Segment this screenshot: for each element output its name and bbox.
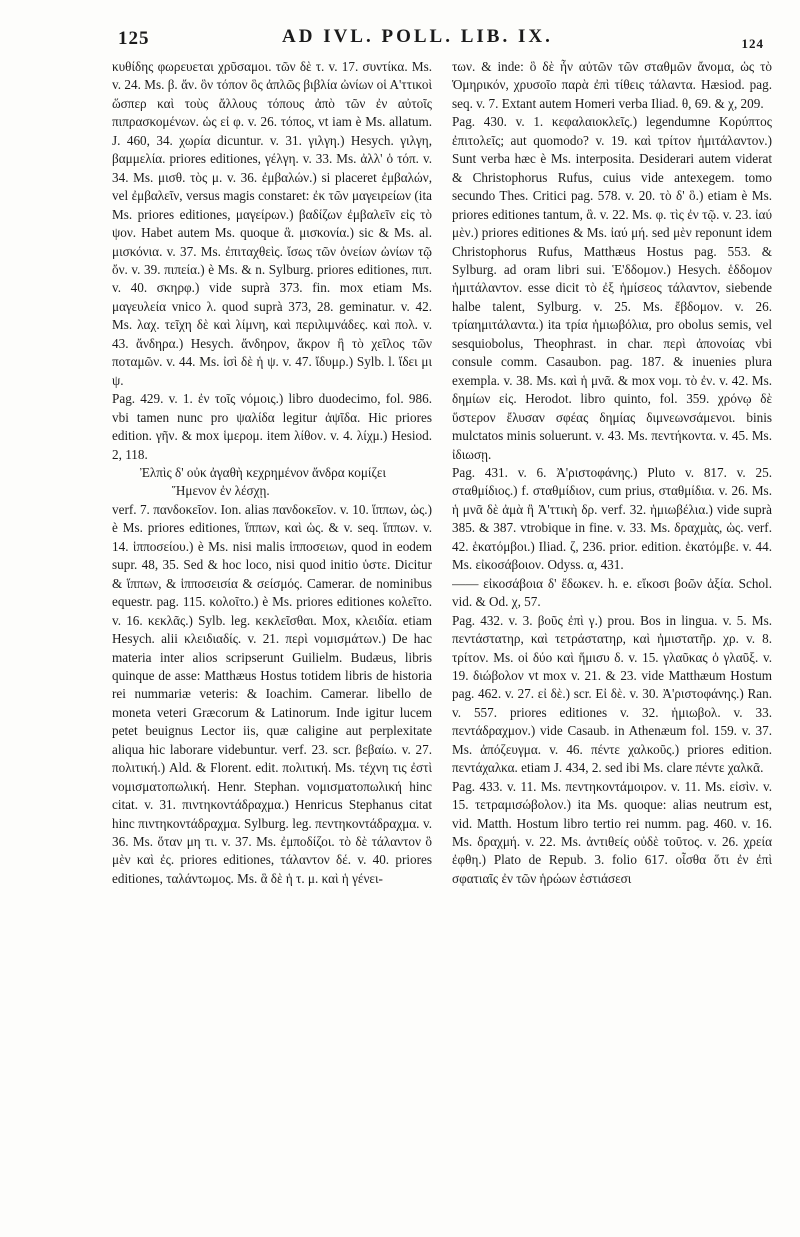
running-head: AD IVL. POLL. LIB. IX. [282,26,553,47]
page-header [112,26,772,52]
left-column [112,58,432,1218]
left-page-number: 125 [118,28,150,49]
verse-line: Ἐλπὶς δ' οὐκ ἀγαθὴ κεχρημένον ἄνδρα κομίζει [140,464,387,480]
paragraph: —— εἰκοσάβοια δ' ἔδωκεν. h. e. εἴκοσι βοῶν ἀξία. Schol. vid. & Od. χ, 57. [452,575,772,610]
right-column [452,58,772,1218]
right-page-number: 124 [741,36,764,51]
verse-line: Ἥμενον ἐν λέσχῃ. [172,483,270,499]
paragraph: των. & inde: ὃ δὲ ἦν αὐτῶν τῶν σταθμῶν ἄνομα, ὡς τὸ Ὁμηρικόν, χρυσοῖο παρὰ ἐπὶ τίθεις τάλαντα. Hæsiod. pag. seq. v. 7. Extant autem Homeri verba Iliad. θ, 69. & χ, 209. [452,59,772,111]
paragraph: verf. 7. πανδοκεῖον. Ion. alias πανδοκεῖον. v. 10. ἵππων, ὡς.) è Ms. priores editiones, ἵππων, καὶ ὡς. & v. seq. ἵππων. v. 14. ἱπποσείου.) è Ms. nisi malis ἱπποσειων, quod in eodem supr. 48, 35. Sed & hoc loco, nisi quod initio ὑστε. Dicitur & ἵππων, & ἱπποσεισία & σείσμός. Camerar. de nominibus equestr. pag. 115. κολοῖτο.) è Ms. priores editiones κολεῖτο. v. 16. κεκλᾶς.) Sylb. leg. κεκλεῖσθαι. Mox, κλειδία. etiam Hesych. alii κλειδιαδίς. v. 21. περὶ νομισμάτων.) De hac materia inter alios scripserunt Guilielm. Budæus, libris quinque de asse: Matthæus Hostus totidem libris de historia rei nummariæ veteris: & Ioachim. Camerar. libello de moneta veteri Græcorum & Latinorum. Inde igitur lucem petet beuignus Lector iis, quæ caligine aut perplexitate aliqua hic laborare videbuntur. verf. 23. scr. βεβαίω. v. 27. πολιτική.) Ald. & Florent. edit. πολιτική. Ms. τέχνη τις ἐστὶ νομισματοπωλική. Henr. Stephan. νομισματοπωλική hinc citat. v. 31. πιντηκοντάδραχμα.) Henricus Stephanus citat hinc πιντηκοντάδραχμα. Sylburg. leg. πεντηκοντάδραχμα. v. 36. Ms. ὅταν μη τι. v. 37. Ms. ἐμποδίζοι. τὸ δὲ τάλαντον ὃ μὲν καὶ ἐς. priores editiones, τάλαντον δέ. v. 40. priores editiones, ταλάντωμος. Ms. ἃ δὲ ἡ τ. μ. καὶ ἡ γένει- [112,501,432,886]
paragraph: Pag. 430. v. 1. κεφαλαιοκλεῖς.) legendumne Κορύπτος ἐπιτολεῖς; aut quomodo? v. 19. καὶ τρίτον ἡμιτάλαντον.) Sunt verba hæc è Ms. interposita. Desiderari autem viderat & Christophorus Rufus, cuius vide antexegem. tomo secundo Thes. Critici pag. 578. v. 20. τὸ δ' ὃ.) etiam è Ms. priores editiones tantum, ἃ. v. 22. Ms. φ. τὶς ἐν τῷ. v. 23. ἰαύ μὲν.) priores editiones & Ms. ἰαύ μή. sed μὲν reponunt idem Christophorus Rufus, Matthæus Hostus pag. 553. & Sylburg. ad oram libri sui. Ἑ'δδομον.) Hesych. ἑδδομον ἡμιτάλαντον. esse dicit τὸ ἐξ ἡμίσεος τάλαντον, siebende halbe talent, Sylburg. v. 25. Ms. ἔβδομον. v. 26. τρίαημιτάλαντα.) ita τρία ἡμιωβόλια, pro obolus semis, vel sesquiobolus, Theophrast. in char. περὶ ἀπονοίας vbi consule comm. Casaubon. pag. 187. & inuenies plura exempla. v. 38. Ms. καὶ ἡ μνᾶ. & mox νομ. τὸ ἐν. v. 42. Ms. δημίων εἰς. Herodot. libro quinto, fol. 359. χρόνῳ δὲ ὕστερον ἔλυσαν σφέας δημίας διμνεωνσάμενοι. binis mulctatos minis soluerunt. v. 43. Ms. πεντήκοντα. v. 45. Ms. ἰδιωσῃ. [452,114,772,462]
paragraph: κυθίδης φωρευεται χρῦσαμοι. τῶν δὲ τ. v. 17. συντίκα. Ms. v. 24. Ms. β. ἄν. ὃν τόπον ὃς ἀπλῶς βιβλία ὠνίων οἱ Α'ττικοὶ ὥσπερ καὶ τοὺς ἄλλους τόπους ἀπὸ τῶν ἐν αὐτοῖς πιπρασκομένων. ὡς εἰ φ. v. 26. τόπος, vt iam è Ms. allatum. J. 460, 34. χωρία dicuntur. v. 31. γιλγη.) Hesych. γιλγη, βαμμελία. priores editiones, γέλγη. v. 33. Ms. ἀλλ' ὁ τόπ. v. 34. Ms. μισθ. τὸς μ. v. 36. ἐμβαλών.) si placeret ἐμβαλών, vel ἐμβαλεῖν, versus magis constaret: ἐκ τῶν μαγειρείων (ita Ms. priores editiones, μαγείρων.) βαδίζων ἐμβαλεῖν εἰς τὸ ψον. Habet autem Ms. quoque ἃ. μισκονία.) sic & Ms. al. μισκόνια. v. 37. Ms. ἐπιταχθεὶς. ἴσως τῶν ὀνείων ὠνίων τῷ ὄν. v. 39. πιπεία.) è Ms. & n. Sylburg. priores editiones, πιπ. v. 40. σκηρφ.) vide suprà 373. fin. mox etiam Ms. μαγευλεία vnico λ. quod suprà 373, 28. geminatur. v. 42. Ms. λαχ. τεῖχη δὲ καὶ λίμνη, καὶ περιλιμνάδες. καὶ πολ. v. 43. ἄνδηρα.) Hesych. ἄνδηρον, ἄκρον ἢ τὸ χεῖλος τῶν ποταμῶν. v. 44. Ms. ἰσὶ δὲ ἡ ψ. v. 47. ἴδυμρ.) Sylb. l. ἴδει μι ψ. [112,59,432,388]
paragraph: Pag. 433. v. 11. Ms. πεντηκοντάμοιρον. v. 11. Ms. εἰσὶν. v. 15. τετραμισώβολον.) ita Ms. quoque: alias neutrum est, vid. Matth. Hostum libro tertio rei numm. pag. 460. v. 16. Ms. δραχμή. v. 22. Ms. ἀντιθείς οὐδὲ τοῦτος. v. 26. χρεία ἐφθη.) Plato de Repub. 3. folio 617. οἷσθα ὅτι ἐν ἐπὶ σφατιαῖς ἐν τῶν ἡρώων ἑστιάσεσι [452,778,772,886]
text-columns [112,58,772,1218]
paragraph: Pag. 429. v. 1. ἐν τοῖς νόμοις.) libro duodecimo, fol. 986. vbi tamen nunc pro ψαλίδα legitur ἀψῖδα. Hic priores edition. γῆν. & mox ἱμερομ. item λίθον. v. 4. λίχμ.) Hesiod. 2, 118. [112,391,432,462]
paragraph: Pag. 431. v. 6. Ἀ'ριστοφάνης.) Pluto v. 817. v. 25. σταθμίδιος.) f. σταθμίδιον, cum prius, σταθμίδια. v. 26. Ms. ἡ μνᾶ δὲ ἀμὰ ἢ Ἀ'ττικὴ δρ. verf. 32. ἡμιωβέλια.) vide suprà 385. & 387. vtrobique in fine. v. 33. Ms. δραχμὰς, ὡς. verf. 42. ἑκατόμβοι.) Iliad. ζ, 236. prior. edition. ἑκατόμβε. v. 44. Ms. εἰκοσάβοιον. Odyss. α, 431. [452,464,772,573]
paragraph: Pag. 432. v. 3. βοῦς ἐπὶ γ.) prou. Bos in lingua. v. 5. Ms. πεντάστατηρ, καὶ τετράστατηρ, καὶ ἡμιστατῆρ. χρ. v. 8. τρίτον. Ms. οἱ δύο καὶ ἥμισυ δ. v. 15. γλαῦκας ὁ γλαῦξ. v. 19. διώβολον vt mox v. 21. & 23. vide Matthæum Hostum pag. 462. v. 27. εἰ δὲ.) scr. Εἰ δὲ. v. 30. Ἀ'ριστοφάνης.) Ran. v. 557. priores editiones v. 32. ἡμιωβολ. v. 33. πεντάδραχμον.) vide Casaub. in Athenæum fol. 159. v. 37. Ms. ἀπόζευγμα. v. 46. πέντε χαλκοῦς.) priores edition. πεντάχαλκα. etiam J. 434, 2. sed ibi Ms. clare πέντε χαλκᾶ. [452,612,772,776]
